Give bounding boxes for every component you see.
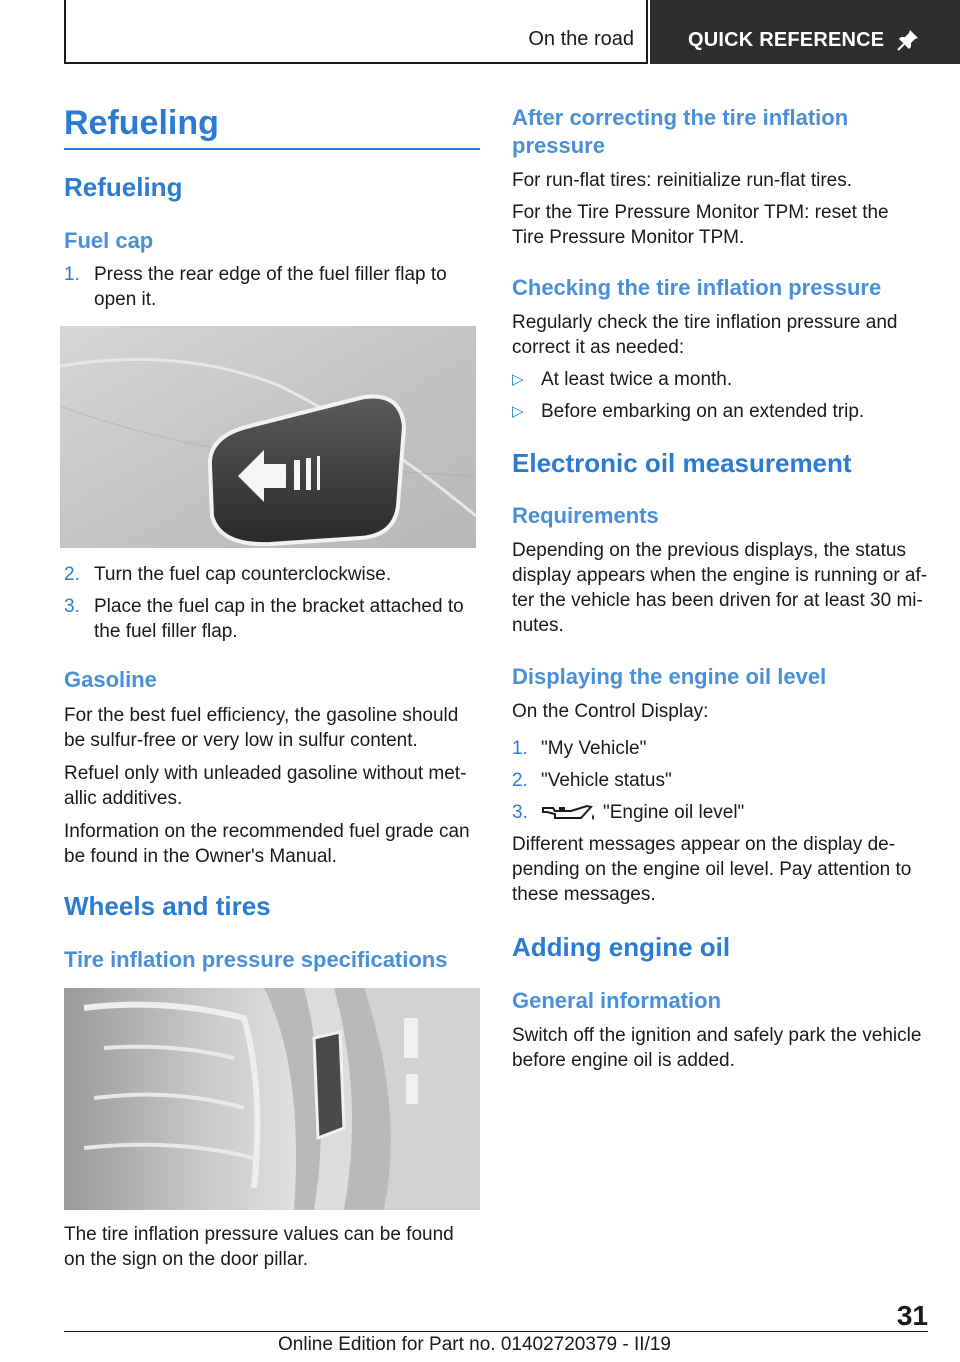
step-text: "My Vehicle" (541, 738, 647, 759)
heading-tire-pressure-specs: Tire inflation pressure specifications (64, 947, 448, 972)
step-number: 3. (512, 802, 528, 823)
step-number: 2. (512, 770, 528, 791)
heading-checking-pressure: Checking the tire inflation pressure (512, 275, 882, 300)
general-paragraph: Switch off the ignition and safely park the vehicle before engine oil is added. (512, 1025, 922, 1071)
messages-paragraph: Different messages appear on the display de- pending on the engine oil level. Pay attention to these messages. (512, 834, 912, 905)
step-text: "Engine oil level" (603, 802, 745, 823)
page-title: Refueling (64, 104, 219, 142)
bullet-marker: ▷ (512, 403, 524, 420)
step-number: 1. (64, 264, 80, 285)
heading-refueling: Refueling (64, 172, 183, 202)
step-number: 1. (512, 738, 528, 759)
page-number: 31 (896, 1300, 928, 1331)
step-number: 2. (64, 564, 80, 585)
header-section-box (64, 0, 648, 64)
checking-paragraph: Regularly check the tire inflation pressure and correct it as needed: (512, 312, 898, 358)
heading-general-information: General information (512, 988, 722, 1013)
heading-displaying-oil-level: Displaying the engine oil level (512, 664, 827, 689)
step-number: 3. (64, 596, 80, 617)
door-pillar-figure (64, 988, 480, 1210)
step-text: Turn the fuel cap counterclockwise. (94, 564, 392, 585)
display-paragraph: On the Control Display: (512, 701, 709, 722)
bullet-item: Before embarking on an extended trip. (541, 401, 865, 422)
gasoline-paragraph-3: Information on the recommended fuel grade can be found in the Owner's Manual. (64, 821, 470, 867)
gasoline-paragraph-2: Refuel only with unleaded gasoline without met- allic additives. (64, 763, 467, 809)
footer-edition: Online Edition for Part no. 01402720379 - II/19 (278, 1334, 671, 1355)
step-text: Press the rear edge of the fuel filler flap to open it. (94, 264, 447, 310)
page-header (0, 0, 960, 66)
bullet-item: At least twice a month. (541, 369, 733, 390)
heading-requirements: Requirements (512, 503, 659, 528)
section-title: On the road (528, 28, 634, 50)
heading-gasoline: Gasoline (64, 667, 157, 692)
header-tab (650, 0, 960, 64)
heading-fuel-cap: Fuel cap (64, 228, 154, 253)
heading-oil-measurement: Electronic oil measurement (512, 448, 852, 478)
bullet-marker: ▷ (512, 371, 524, 388)
step-text: "Vehicle status" (541, 770, 672, 791)
pin-icon (896, 28, 920, 52)
step-text: Place the fuel cap in the bracket attached to the fuel filler flap. (94, 596, 464, 642)
heading-adding-oil: Adding engine oil (512, 932, 731, 962)
fuel-flap-figure (60, 326, 476, 548)
heading-after-correcting: After correcting the tire inflation pressure (512, 105, 849, 158)
quick-reference-label: QUICK REFERENCE (688, 29, 885, 51)
requirements-paragraph: Depending on the previous displays, the status display appears when the engine is running or af- ter the vehicle has been driven for at least 30 mi- nutes. (512, 540, 928, 636)
tire-paragraph: The tire inflation pressure values can be found on the sign on the door pillar. (64, 1224, 454, 1270)
after-paragraph-1: For run-flat tires: reinitialize run-flat tires. (512, 170, 852, 191)
title-rule (64, 148, 480, 150)
after-paragraph-2: For the Tire Pressure Monitor TPM: reset the Tire Pressure Monitor TPM. (512, 202, 889, 248)
oil-can-icon (541, 802, 597, 824)
gasoline-paragraph-1: For the best fuel efficiency, the gasoline should be sulfur-free or very low in sulfur content. (64, 705, 459, 751)
heading-wheels-tires: Wheels and tires (64, 891, 271, 921)
footer-rule (64, 1331, 928, 1332)
